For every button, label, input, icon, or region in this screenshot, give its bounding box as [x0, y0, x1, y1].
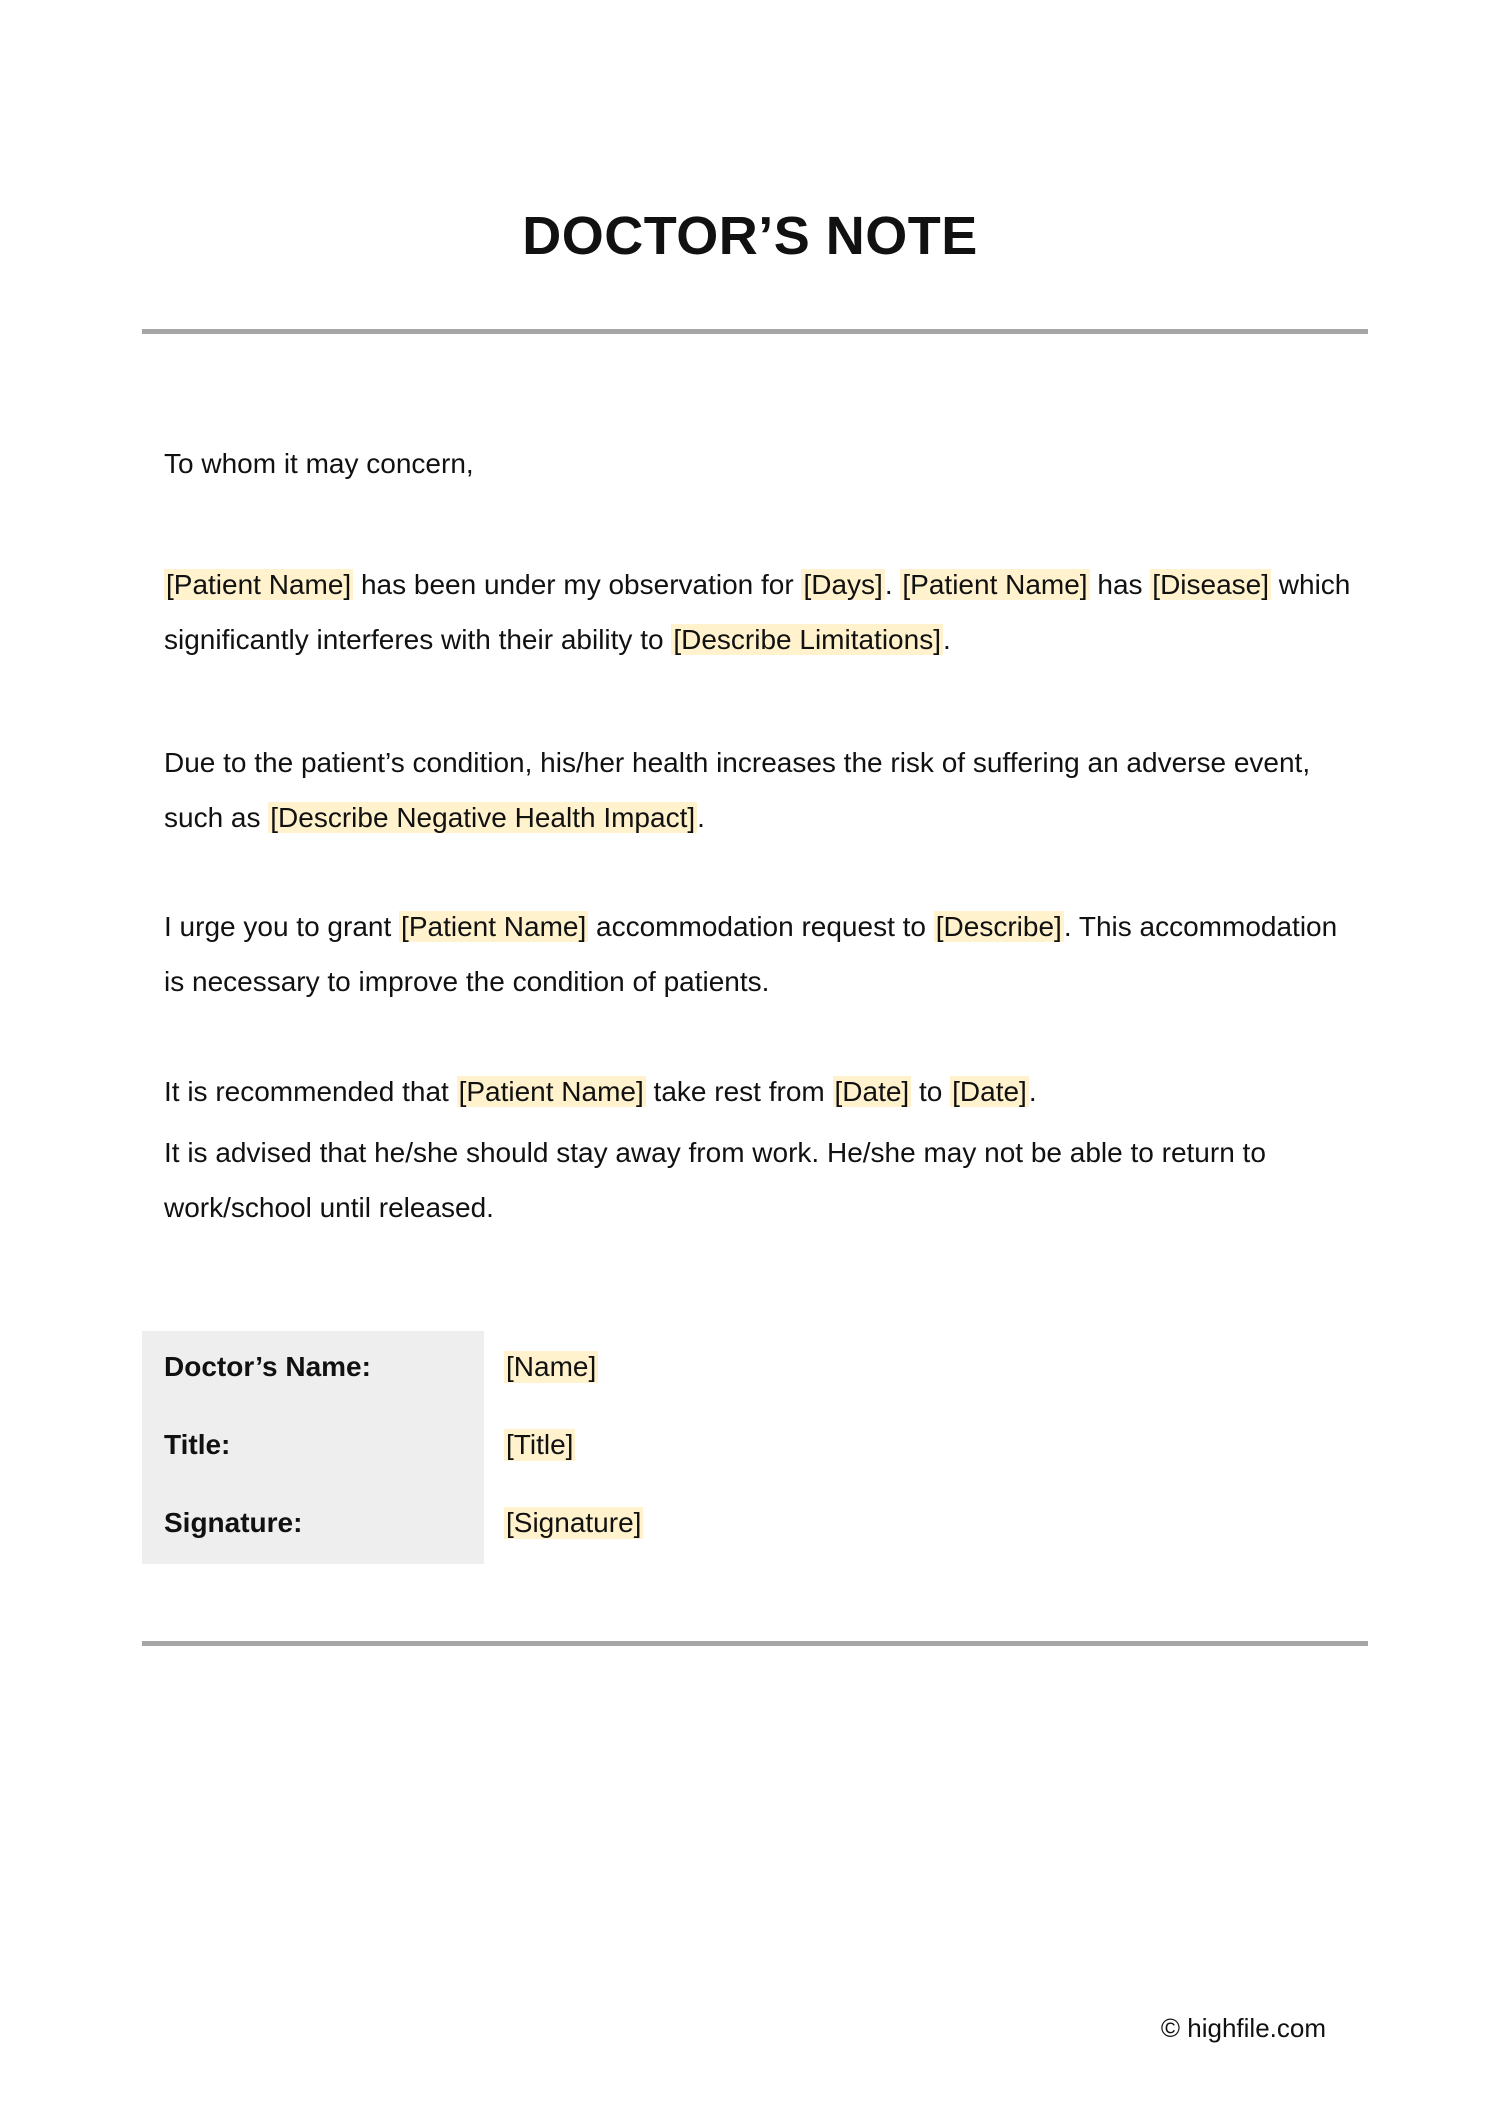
signature-row-doctor-name [0, 1351, 1500, 1391]
paragraph-text: take rest from [645, 1076, 833, 1107]
placeholder-patient-name[interactable]: [Patient Name] [458, 1076, 644, 1107]
footer-copyright: © highfile.com [1160, 2013, 1326, 2043]
paragraph-text: has been under my observation for [353, 569, 802, 600]
paragraph-text: I urge you to grant [164, 911, 400, 942]
placeholder-describe[interactable]: [Describe] [935, 911, 1062, 942]
placeholder-date-from[interactable]: [Date] [834, 1076, 910, 1107]
rest-recommendation-line [164, 1064, 1364, 1119]
paragraph-text: Due to the patient’s condition, his/her health increases the risk of suffering an adverse event, such as [164, 747, 1311, 833]
paragraph-text: has [1089, 569, 1151, 600]
placeholder-negative-health-impact[interactable]: [Describe Negative Health Impact] [270, 802, 696, 833]
placeholder-disease[interactable]: [Disease] [1152, 569, 1270, 600]
paragraph-text: . [1028, 1076, 1037, 1107]
placeholder-date-to[interactable]: [Date] [952, 1076, 1027, 1107]
paragraph-accommodation [164, 899, 1364, 1009]
paragraph-text: which significantly interferes with their ability to [164, 569, 1351, 655]
signature-row-signature [0, 1507, 1500, 1547]
title-value[interactable]: [Title] [506, 1429, 574, 1460]
placeholder-patient-name[interactable]: [Patient Name] [401, 911, 587, 942]
paragraph-text: . [942, 624, 951, 655]
paragraph-text: It is recommended that [164, 1076, 457, 1107]
paragraph-text: . [884, 569, 901, 600]
greeting: To whom it may concern, [164, 448, 474, 479]
document-title: DOCTOR’S NOTE [522, 206, 978, 266]
paragraph-risk [164, 735, 1364, 845]
paragraph-observation [164, 557, 1364, 667]
placeholder-days[interactable]: [Days] [803, 569, 883, 600]
rest-advice-line: It is advised that he/she should stay away from work. He/she may not be able to return to work/school until released. [164, 1137, 1266, 1223]
paragraph-text: . [697, 802, 705, 833]
signature-value[interactable]: [Signature] [506, 1507, 642, 1538]
doctor-name-value[interactable]: [Name] [506, 1351, 597, 1382]
top-divider [142, 329, 1368, 334]
title-label: Title: [164, 1429, 231, 1460]
placeholder-limitations[interactable]: [Describe Limitations] [673, 624, 941, 655]
signature-row-title [0, 1429, 1500, 1469]
paragraph-text: accommodation request to [588, 911, 934, 942]
paragraph-rest [164, 1064, 1364, 1235]
signature-label: Signature: [164, 1507, 303, 1538]
placeholder-patient-name[interactable]: [Patient Name] [902, 569, 1088, 600]
placeholder-patient-name[interactable]: [Patient Name] [166, 569, 352, 600]
bottom-divider [142, 1641, 1368, 1646]
paragraph-text: . This accommodation is necessary to improve the condition of patients. [164, 911, 1338, 997]
paragraph-text: to [911, 1076, 951, 1107]
doctor-name-label: Doctor’s Name: [164, 1351, 371, 1382]
